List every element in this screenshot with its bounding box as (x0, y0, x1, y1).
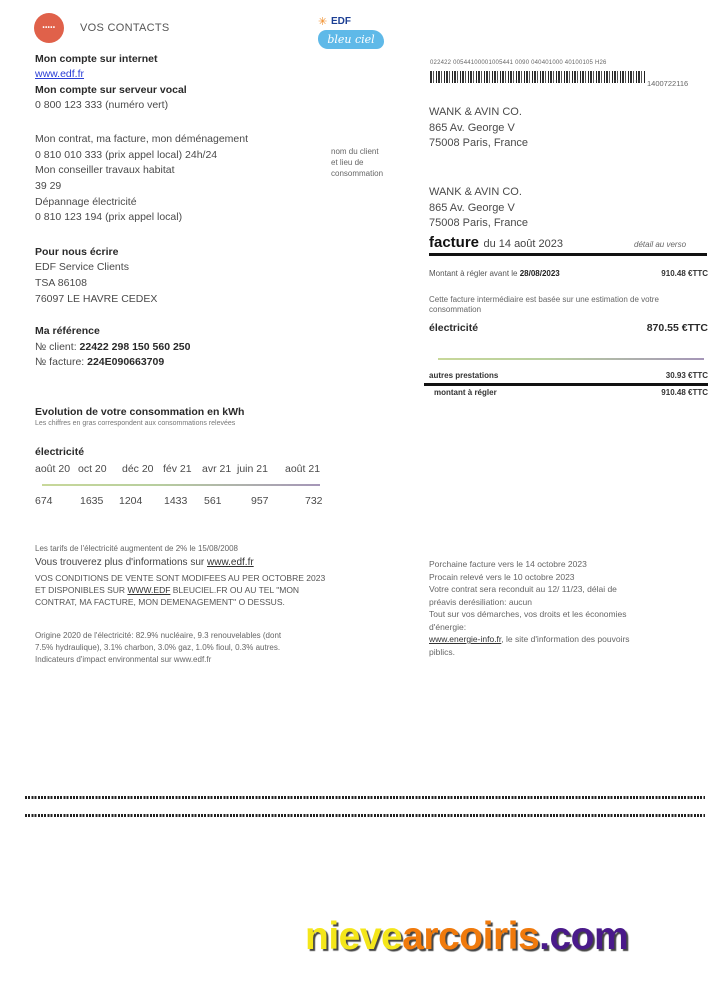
address-street: 865 Av. George V (429, 201, 515, 214)
dotted-separator (25, 814, 705, 817)
edf-website-link[interactable]: www.edf.fr (35, 68, 85, 80)
address-city: 75008 Paris, France (429, 137, 529, 149)
energy-info-text: , le site d'information des pouvoirs (501, 634, 630, 644)
write-line: 76097 LE HAVRE CEDEX (35, 293, 158, 305)
energy-info-text: piblics. (429, 646, 455, 657)
detail-note: détail au verso (634, 240, 687, 249)
invoice-heading (429, 234, 563, 252)
conditions-line: VOS CONDITIONS DE VENTE SONT MODIFEES AU PER OCTOBRE 2023 (35, 573, 326, 583)
address-city: 75008 Paris, France (429, 217, 529, 229)
consumption-address (429, 185, 528, 232)
client-note (331, 146, 383, 179)
reference-label: Ma référence (35, 325, 100, 337)
tariff-note: Les tarifs de l'électricité augmentent de 2% le 15/08/2008 (35, 544, 238, 553)
edf-star-icon: ✳ (318, 16, 328, 28)
total-label: montant à régler (434, 388, 497, 397)
origin-line: 7.5% hydraulique), 3.1% charbon, 3.0% gaz, 1.0% fioul, 0.3% autres. (35, 643, 281, 652)
due-label: Montant à régler avant le (429, 269, 520, 278)
contacts-logo (34, 13, 64, 43)
divider (424, 383, 708, 386)
client-number-value: 22422 298 150 560 250 (79, 341, 191, 353)
recipient-address (429, 105, 528, 152)
more-info-text: Vous trouverez plus d'informations sur (35, 557, 207, 568)
next-reading: Procain relevé vers le 10 octobre 2023 (429, 571, 575, 582)
period: oct 20 (78, 463, 107, 475)
conditions-text: BLEUCIEL.FR OU AU TEL "MON (170, 585, 300, 595)
contacts-title: VOS CONTACTS (80, 22, 170, 34)
conditions-link[interactable]: WWW.EDF (127, 585, 171, 595)
rights-line: d'énergie: (429, 621, 467, 632)
renewal-line: Votre contrat sera reconduit au 12/ 11/23, délai de (429, 584, 617, 594)
address-name: WANK & AVIN CO. (429, 186, 522, 198)
origin-line: Indicateurs d'impact environmental sur www.edf.fr (35, 655, 212, 664)
vocal-label: Mon compte sur serveur vocal (35, 84, 187, 96)
period: août 20 (35, 463, 71, 475)
watermark-part: .com (539, 915, 629, 958)
vocal-number: 0 800 123 333 (numéro vert) (35, 99, 169, 111)
edf-brand: EDF (331, 16, 351, 27)
invoice-number-label: № facture: (35, 356, 88, 368)
consumption-title: Evolution de votre consommation en kWh (35, 406, 245, 418)
divider (429, 253, 707, 256)
rights-line: Tout sur vos démarches, vos droits et les économies (429, 609, 627, 619)
contract-number: 0 810 010 333 (prix appel local) 24h/24 (35, 149, 218, 161)
write-line: TSA 86108 (35, 277, 87, 289)
consumption-value: 674 (35, 495, 53, 507)
electricity-amount: 870.55 €TTC (646, 322, 708, 334)
total-amount: 910.48 €TTC (661, 388, 708, 397)
consumption-gradient-line (42, 484, 320, 486)
electricity-label: électricité (429, 322, 479, 334)
origin-note (35, 630, 281, 666)
origin-line: Origine 2020 de l'électricité: 82.9% nucléaire, 9.3 renouvelables (dont (35, 631, 282, 640)
repair-number: 0 810 123 194 (prix appel local) (35, 211, 183, 223)
consumption-value: 1635 (80, 495, 104, 507)
barcode-digits: 022422 00544100001005441 0090 040401000 40100105 H26 (430, 60, 607, 66)
other-services-label: autres prestations (429, 371, 499, 380)
estimate-note: Cette facture intermédiaire est basée sur une estimation de votre consommation (429, 295, 659, 314)
conditions-line: CONTRAT, MA FACTURE, MON DEMENAGEMENT" O DESSUS. (35, 597, 285, 607)
consumption-value: 561 (204, 495, 222, 507)
client-note-line: consommation (331, 169, 384, 178)
renewal-line: préavis derésiliation: aucun (429, 596, 533, 607)
period: avr 21 (202, 463, 232, 475)
conditions-line (35, 584, 325, 596)
address-name: WANK & AVIN CO. (429, 106, 522, 118)
consumption-value: 1433 (164, 495, 188, 507)
client-note-line: nom du client (331, 147, 379, 156)
watermark (305, 915, 628, 959)
due-amount: 910.48 €TTC (661, 269, 708, 278)
period: juin 21 (237, 463, 268, 475)
invoice-title: facture (429, 234, 480, 251)
conditions-text: ET DISPONIBLES SUR (35, 585, 128, 595)
watermark-part: arcoiris (402, 915, 540, 958)
consumption-subtitle: Les chiffres en gras correspondent aux consommations relevées (35, 420, 236, 427)
other-services-amount: 30.93 €TTC (665, 371, 708, 380)
more-info (35, 557, 254, 568)
due-date: 28/08/2023 (519, 269, 560, 278)
bleu-ciel-badge: bleu ciel (318, 30, 384, 49)
write-line: EDF Service Clients (35, 261, 129, 273)
invoice-number-value: 224E090663709 (87, 356, 165, 368)
energy-info-link[interactable]: www.energie-info.fr (429, 634, 502, 644)
consumption-value: 957 (251, 495, 269, 507)
invoice-number (35, 355, 164, 371)
contract-label: Mon contrat, ma facture, mon déménagement (35, 133, 249, 145)
period: déc 20 (122, 463, 154, 475)
contacts-logo-icon: ••••• (42, 25, 56, 31)
gradient-divider (438, 358, 704, 360)
period: fév 21 (163, 463, 192, 475)
barcode-number: 1400722116 (647, 79, 689, 88)
conditions-note (35, 572, 325, 608)
invoice-date: du 14 août 2023 (483, 238, 564, 250)
energy-info-line (429, 633, 630, 646)
edf-bleu-ciel-logo (316, 15, 388, 53)
next-invoice: Porchaine facture vers le 14 octobre 2023 (429, 559, 587, 569)
barcode (430, 71, 646, 83)
advisor-number: 39 29 (35, 180, 62, 192)
dotted-separator (25, 796, 705, 799)
client-number (35, 340, 190, 356)
right-notes (429, 558, 630, 658)
period: août 21 (285, 463, 321, 475)
advisor-label: Mon conseiller travaux habitat (35, 164, 175, 176)
client-note-line: et lieu de (331, 158, 364, 167)
due-line (429, 269, 560, 278)
consumption-value: 1204 (119, 495, 143, 507)
client-number-label: № client: (35, 341, 80, 353)
repair-label: Dépannage électricité (35, 196, 137, 208)
consumption-energy-label: électricité (35, 446, 85, 458)
more-info-link[interactable]: www.edf.fr (207, 557, 254, 568)
write-label: Pour nous écrire (35, 246, 119, 258)
watermark-part: nieve (305, 915, 403, 958)
internet-label: Mon compte sur internet (35, 53, 158, 65)
address-street: 865 Av. George V (429, 121, 515, 134)
consumption-value: 732 (305, 495, 323, 507)
